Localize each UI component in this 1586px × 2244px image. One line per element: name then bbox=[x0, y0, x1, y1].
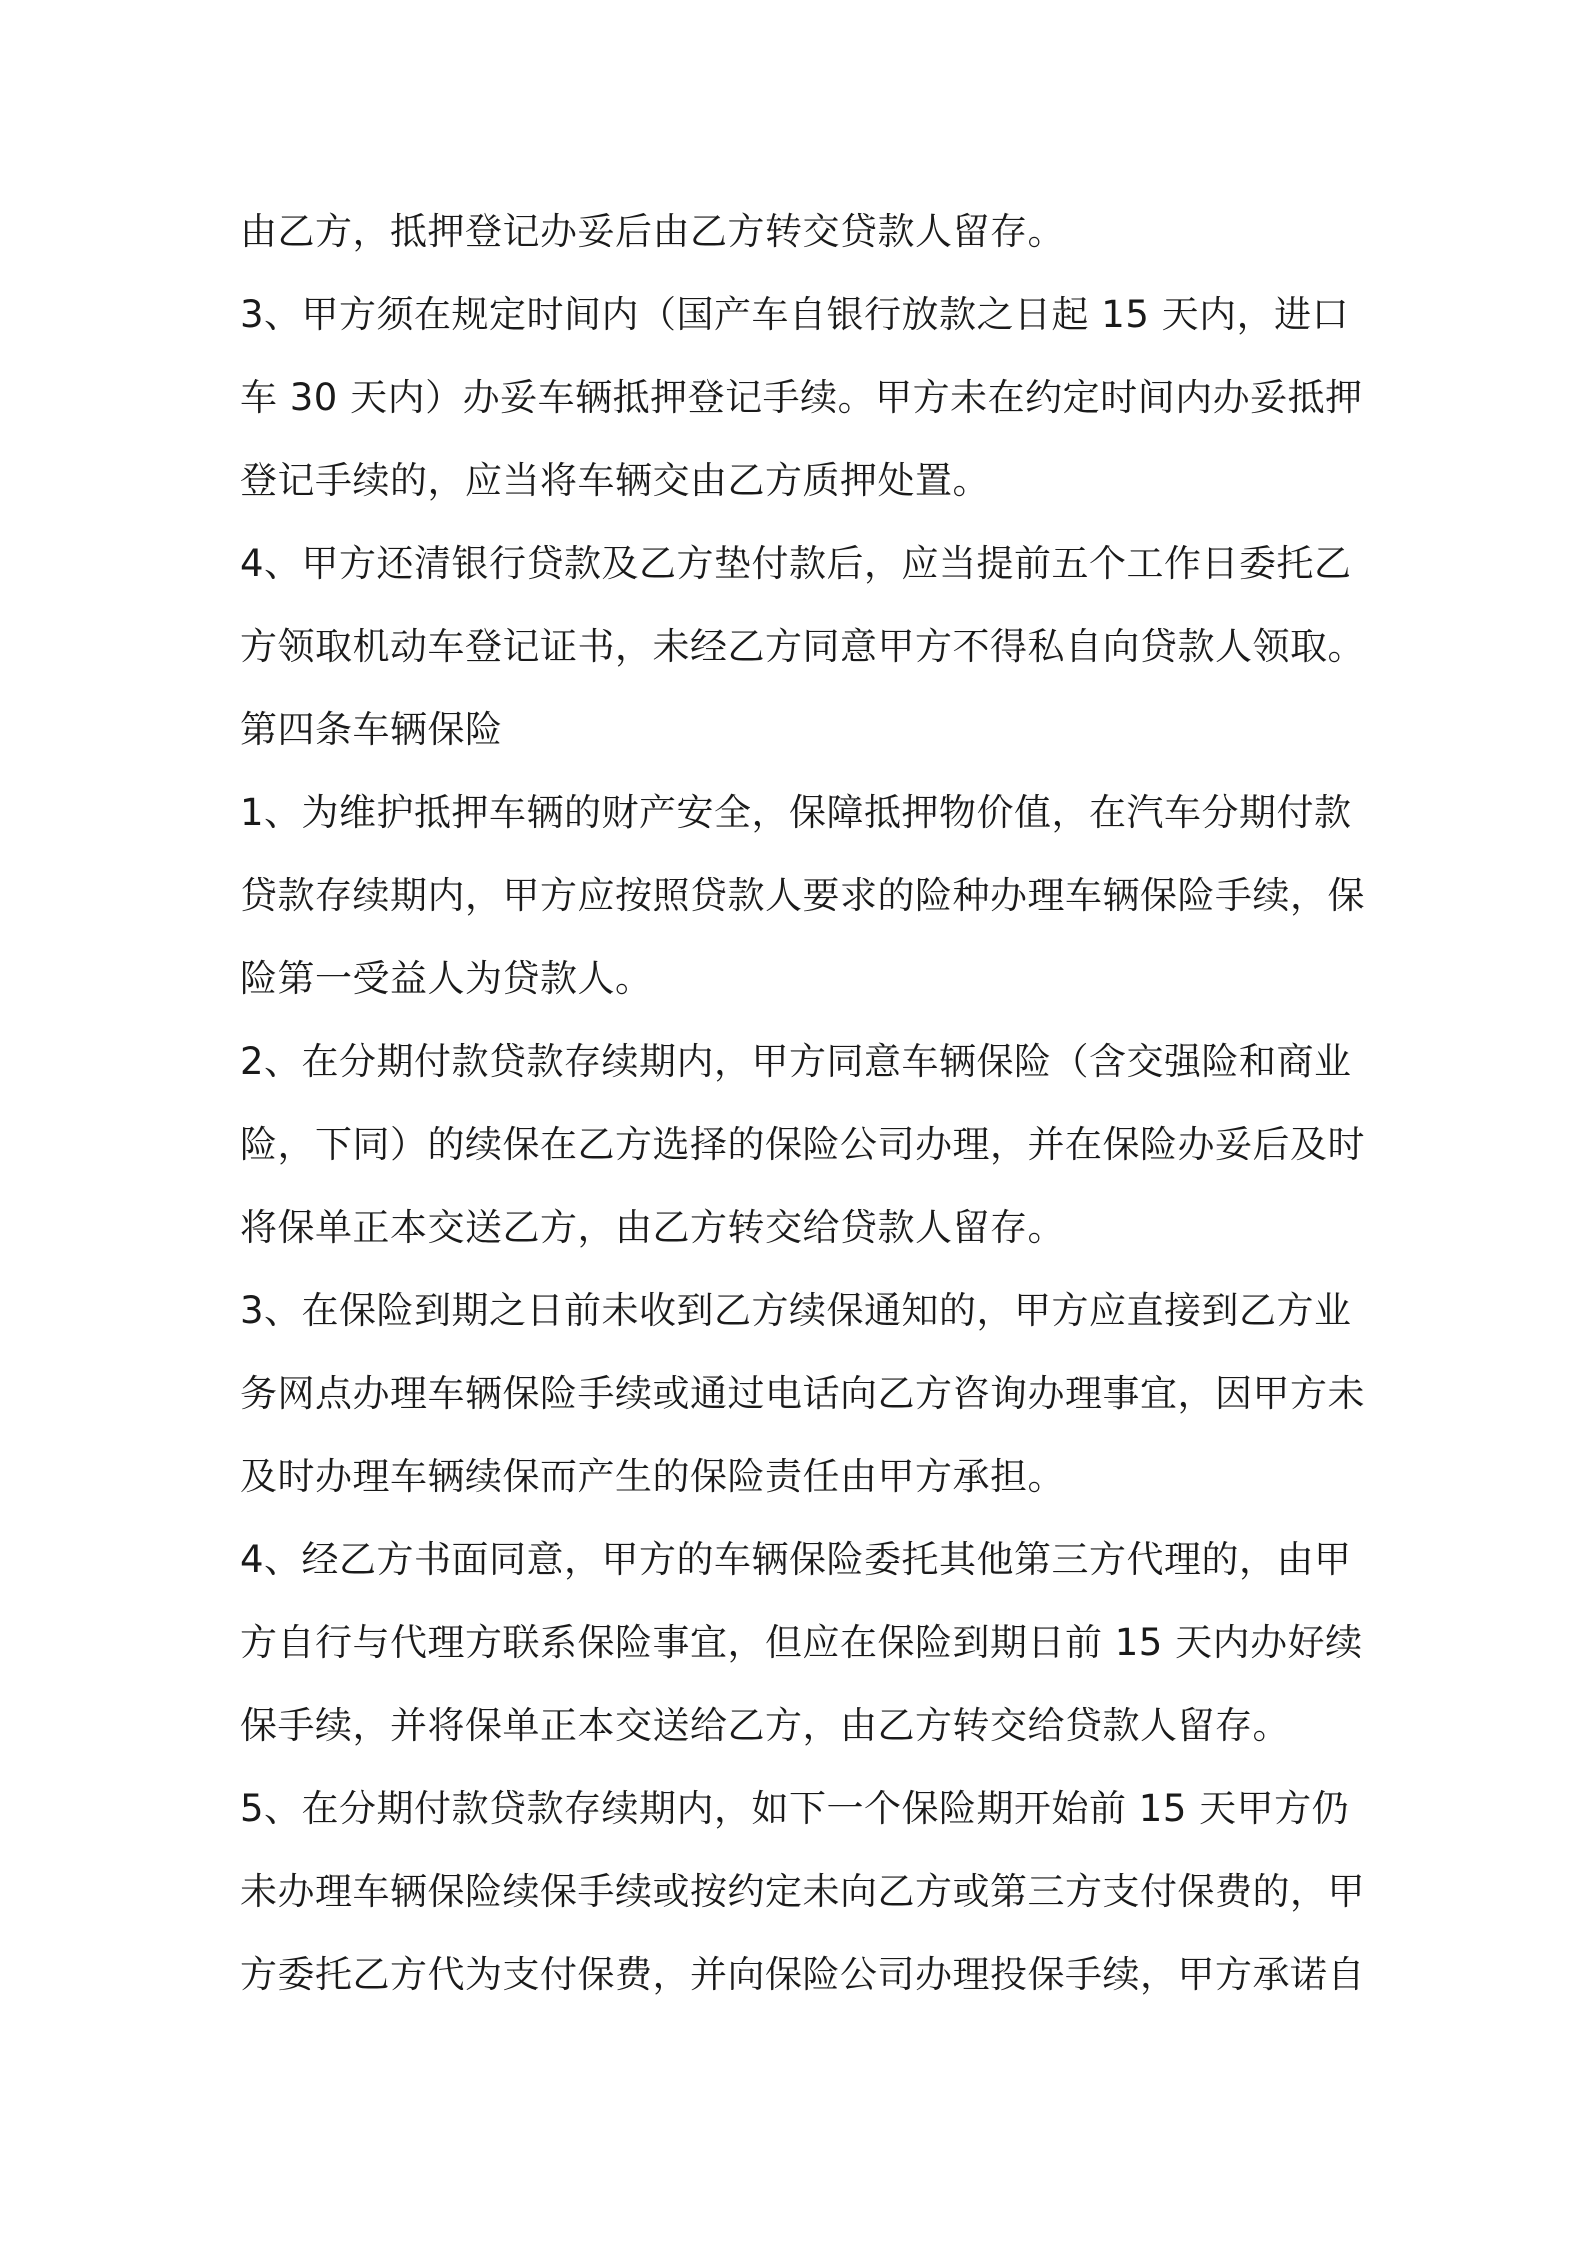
text-line: 贷款存续期内，甲方应按照贷款人要求的险种办理车辆保险手续，保 bbox=[240, 874, 1365, 917]
text-line: 未办理车辆保险续保手续或按约定未向乙方或第三方支付保费的，甲 bbox=[240, 1870, 1365, 1913]
text-line: 方自行与代理方联系保险事宜，但应在保险到期日前 15 天内办好续 bbox=[240, 1621, 1363, 1664]
text-line: 保手续，并将保单正本交送给乙方，由乙方转交给贷款人留存。 bbox=[240, 1704, 1290, 1747]
text-line: 登记手续的，应当将车辆交由乙方质押处置。 bbox=[240, 459, 990, 502]
text-line: 5、在分期付款贷款存续期内，如下一个保险期开始前 15 天甲方仍 bbox=[240, 1787, 1350, 1830]
text-line: 4、经乙方书面同意，甲方的车辆保险委托其他第三方代理的，由甲 bbox=[240, 1538, 1352, 1581]
text-line: 2、在分期付款贷款存续期内，甲方同意车辆保险（含交强险和商业 bbox=[240, 1040, 1352, 1083]
text-line: 3、甲方须在规定时间内（国产车自银行放款之日起 15 天内，进口 bbox=[240, 293, 1350, 336]
text-line: 及时办理车辆续保而产生的保险责任由甲方承担。 bbox=[240, 1455, 1065, 1498]
text-line: 车 30 天内）办妥车辆抵押登记手续。甲方未在约定时间内办妥抵押 bbox=[240, 376, 1363, 419]
text-line: 1、为维护抵押车辆的财产安全，保障抵押物价值，在汽车分期付款 bbox=[240, 791, 1352, 834]
text-line: 务网点办理车辆保险手续或通过电话向乙方咨询办理事宜，因甲方未 bbox=[240, 1372, 1365, 1415]
document-body bbox=[240, 190, 1365, 2016]
section-heading: 第四条车辆保险 bbox=[240, 708, 503, 751]
text-line: 险第一受益人为贷款人。 bbox=[240, 957, 653, 1000]
text-line: 将保单正本交送乙方，由乙方转交给贷款人留存。 bbox=[240, 1206, 1065, 1249]
text-line: 险，下同）的续保在乙方选择的保险公司办理，并在保险办妥后及时 bbox=[240, 1123, 1365, 1166]
text-line: 方领取机动车登记证书，未经乙方同意甲方不得私自向贷款人领取。 bbox=[240, 625, 1365, 668]
text-line: 由乙方，抵押登记办妥后由乙方转交贷款人留存。 bbox=[240, 210, 1065, 253]
text-line: 4、甲方还清银行贷款及乙方垫付款后，应当提前五个工作日委托乙 bbox=[240, 542, 1352, 585]
text-line: 方委托乙方代为支付保费，并向保险公司办理投保手续，甲方承诺自 bbox=[240, 1953, 1365, 1996]
text-line: 3、在保险到期之日前未收到乙方续保通知的，甲方应直接到乙方业 bbox=[240, 1289, 1352, 1332]
